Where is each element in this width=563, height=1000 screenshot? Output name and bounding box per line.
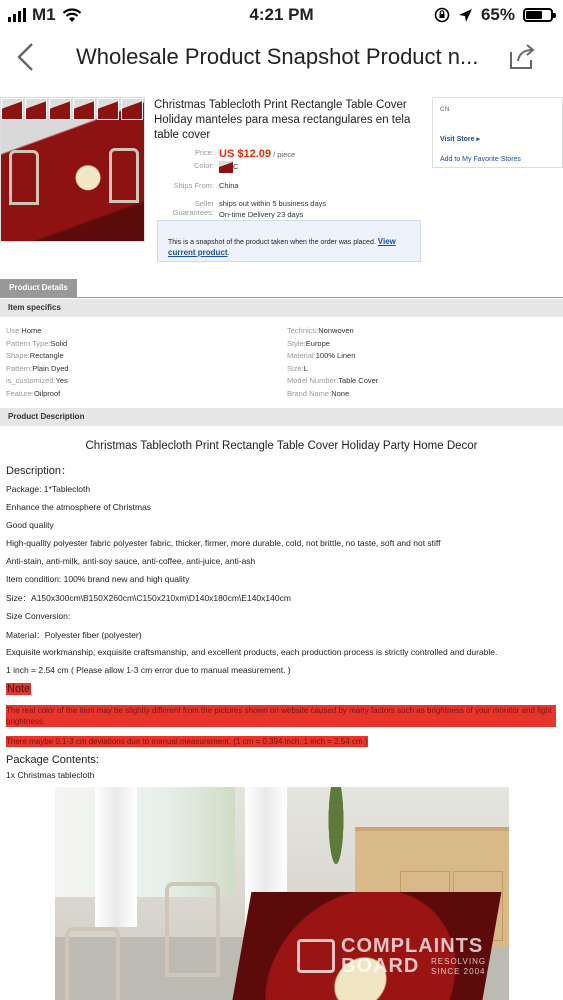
spec-key: Material:	[287, 351, 316, 360]
visit-store-link[interactable]: Visit Store ▸	[440, 136, 480, 143]
spec-item	[287, 364, 308, 373]
spec-value: Home	[21, 326, 42, 335]
spec-key: Feature:	[6, 389, 34, 398]
battery-icon	[523, 8, 553, 22]
battery-fill	[526, 11, 542, 19]
spec-item	[287, 389, 349, 398]
spec-item	[287, 376, 378, 385]
view-current-product-link[interactable]: View current product	[168, 237, 396, 257]
spec-key: Size:	[287, 364, 304, 373]
price-unit: / piece	[273, 150, 296, 159]
spec-item	[287, 351, 355, 360]
spec-key: Technics:	[287, 326, 319, 335]
price-value-group	[219, 148, 295, 160]
spec-item	[287, 339, 330, 348]
spec-value: Europe	[305, 339, 330, 348]
spec-key: Shape:	[6, 351, 30, 360]
spec-item	[6, 326, 41, 335]
spec-value: Table Cover	[338, 376, 379, 385]
description-line: Material：Polyester fiber (polyester)	[6, 630, 142, 640]
rotation-lock-icon	[434, 7, 450, 23]
snapshot-notice	[157, 220, 421, 262]
spec-key: Pattern Type:	[6, 339, 51, 348]
location-icon	[458, 8, 473, 23]
package-heading: Package Contents:	[6, 754, 99, 766]
share-icon[interactable]	[507, 42, 537, 72]
photo-curtain	[95, 787, 137, 927]
description-line: Enhance the atmosphere of Christmas	[6, 502, 152, 512]
product-photo	[55, 787, 509, 1000]
guarantee-shipping: ships out within 5 business days	[219, 199, 327, 208]
color-label: Color:	[193, 161, 214, 170]
spec-value: Nonwoven	[318, 326, 354, 335]
photo-chair	[165, 882, 220, 977]
spec-item	[6, 389, 60, 398]
photo-plant	[323, 787, 349, 897]
thumbnail[interactable]	[25, 98, 47, 120]
spec-item	[6, 376, 68, 385]
chair-shape	[109, 148, 139, 203]
description-line: Anti-stain, anti-milk, anti-soy sauce, anti-coffee, anti-juice, anti-ash	[6, 556, 256, 566]
tab-product-details[interactable]: Product Details	[0, 279, 77, 297]
product-image-gallery[interactable]	[0, 97, 145, 242]
spec-key: Style:	[287, 339, 306, 348]
spec-value: Rectangle	[29, 351, 64, 360]
status-bar	[0, 0, 563, 30]
spec-key: Brand Name:	[287, 389, 332, 398]
product-description-header: Product Description	[0, 408, 563, 426]
watermark-line2: BOARD	[341, 955, 420, 977]
spec-value: Plain Dyed	[32, 364, 69, 373]
spec-value: L	[303, 364, 308, 373]
description-line: Good quality	[6, 520, 54, 530]
watermark-tag1: RESOLVING	[431, 957, 487, 966]
spec-key: Model Number:	[287, 376, 339, 385]
carrier-label: M1	[32, 5, 56, 24]
description-line: Exquisite workmanship, exquisite craftsmanship, and excellent products, each production process is strictly controlled and durable.	[6, 647, 498, 657]
description-line: High-quality polyester fabric polyester fabric, thicker, firmer, more durable, cold, not brittle, no taste, soft and not stiff	[6, 538, 441, 548]
color-value: C	[233, 161, 239, 171]
spec-item	[287, 326, 354, 335]
clock: 4:21 PM	[249, 5, 314, 24]
snapshot-text: This is a snapshot of the product taken when the order was placed.	[168, 239, 376, 246]
back-arrow-icon[interactable]	[12, 40, 40, 74]
spec-value: Yes	[55, 376, 68, 385]
nav-bar	[0, 32, 563, 84]
spec-key: Use:	[6, 326, 22, 335]
store-box	[432, 97, 563, 168]
spec-value: Oilproof	[33, 389, 61, 398]
complaintsboard-watermark	[295, 933, 505, 981]
note-label: Note	[7, 683, 31, 695]
color-value-group	[219, 161, 238, 173]
snapshot-period: .	[227, 250, 230, 257]
add-favorite-store-link[interactable]: Add to My Favorite Stores	[440, 156, 521, 163]
spec-item	[6, 364, 69, 373]
status-right	[434, 5, 553, 25]
description-heading: Description：	[6, 465, 73, 477]
thumbnail[interactable]	[121, 98, 143, 120]
description-line: Package: 1*Tablecloth	[6, 484, 91, 494]
color-swatch[interactable]	[219, 161, 233, 173]
ships-from-label: Ships From:	[173, 181, 214, 190]
watermark-tag2: SINCE 2004	[431, 967, 486, 976]
package-item: 1x Christmas tablecloth	[6, 770, 95, 780]
description-line: Size Conversion:	[6, 611, 71, 621]
thumbnail[interactable]	[49, 98, 71, 120]
price-value: US $12.09	[219, 148, 271, 160]
note-line: The real color of the item may be slightly different from the pictures shown on website caused by many factors such as brightness of your monitor and light brightness.	[6, 705, 556, 727]
watermark-logo-icon	[297, 939, 335, 973]
product-info	[154, 98, 424, 143]
photo-window	[55, 787, 235, 897]
store-country: CN	[440, 106, 450, 113]
description-line: 1 inch = 2.54 cm ( Please allow 1-3 cm error due to manual measurement. )	[6, 665, 291, 675]
description-line: Size：A150x300cm\B150X260cm\C150x210xm\D140x180cm\E140x140cm	[6, 593, 291, 603]
spec-key: is_customized:	[6, 376, 56, 385]
product-title: Christmas Tablecloth Print Rectangle Table Cover Holiday manteles para mesa rectangulares en tela table cover	[154, 99, 411, 141]
thumbnail[interactable]	[1, 98, 23, 120]
price-label: Price:	[194, 148, 214, 157]
item-specifics-header: Item specifics	[0, 299, 563, 317]
photo-chair	[65, 927, 120, 1000]
spec-item	[6, 351, 64, 360]
ships-from-value: China	[219, 181, 239, 190]
thumbnail-strip	[1, 98, 143, 120]
description-title: Christmas Tablecloth Print Rectangle Table Cover Holiday Party Home Decor	[85, 440, 478, 452]
spec-value: Solid	[50, 339, 68, 348]
battery-percent: 65%	[480, 5, 515, 24]
thumbnail[interactable]	[97, 98, 119, 120]
guarantee-delivery: On-time Delivery 23 days	[219, 210, 304, 219]
description-line: Item condition: 100% brand new and high quality	[6, 574, 190, 584]
note-line: There maybe 0.1-3 cm deviations due to manual measurement. (1 cm = 0.394 inch, 1 inch = 2.54 cm )	[6, 737, 368, 746]
chair-shape	[9, 150, 39, 205]
guarantee-label: Seller Guarantees:	[172, 199, 214, 217]
page-title: Wholesale Product Snapshot Product n...	[76, 44, 479, 69]
spec-item	[6, 339, 67, 348]
watermark-line1: COMPLAINTS	[341, 935, 484, 957]
spec-key: Pattern:	[6, 364, 33, 373]
tab-divider	[0, 297, 563, 298]
spec-value: None	[331, 389, 350, 398]
thumbnail[interactable]	[73, 98, 95, 120]
spec-value: 100% Linen	[315, 351, 356, 360]
